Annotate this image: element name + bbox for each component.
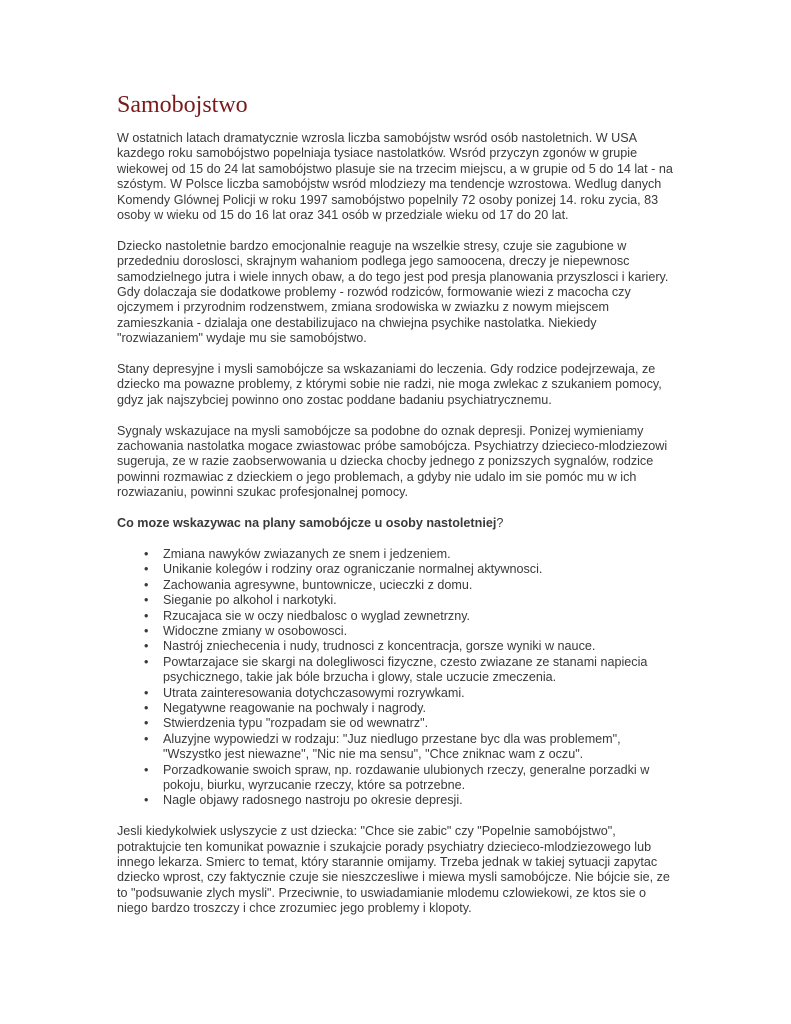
- list-item: [144, 593, 673, 608]
- paragraph-treatment: Stany depresyjne i mysli samobójcze sa wskazaniami do leczenia. Gdy rodzice podejrzewaja, ze dziecko ma powazne problemy, z którymi sobie nie radzi, nie moga zwlekac z szukaniem pomocy, gdyz jak najszybciej powinno ono zostac poddane badaniu psychiatrycznemu.: [117, 362, 662, 407]
- symptom-list: [117, 547, 673, 809]
- list-item-text: Zmiana nawyków zwiazanych ze snem i jedzeniem.: [163, 546, 451, 561]
- list-item: [144, 577, 673, 593]
- list-item: [144, 639, 673, 654]
- list-item-text: Nastrój zniechecenia i nudy, trudnosci z koncentracja, gorsze wyniki w nauce.: [163, 639, 596, 654]
- bullet-icon: •: [144, 716, 149, 731]
- list-item-text: Negatywne reagowanie na pochwaly i nagrody.: [163, 700, 426, 715]
- list-item: [144, 762, 673, 794]
- list-item: [144, 793, 673, 808]
- list-item: [144, 685, 673, 701]
- paragraph-emotions: Dziecko nastoletnie bardzo emocjonalnie reaguje na wszelkie stresy, czuje sie zagubione w przededniu doroslosci, skrajnym wahaniom podlega jego samoocena, dreczy je niepewnosc samodzielnego jutra i wiele innych obaw, a do tego jest pod presja planowania przyszlosci i kariery. Gdy dolaczaja sie dodatkowe problemy - rozwód rodziców, formowanie wiezi z macocha czy ojczymem i przyrodnim rodzenstwem, zmiana srodowiska w zwiazku z nowym miejscem zamieszkania - dzialaja one destabilizujaco na chwiejna psychike nastolatka. Niekiedy "rozwiazaniem" wydaje mu sie samobójstwo.: [117, 238, 669, 346]
- list-item: [144, 731, 673, 763]
- list-item: [144, 608, 673, 624]
- bullet-icon: •: [144, 546, 149, 561]
- bullet-icon: •: [144, 562, 149, 577]
- bullet-icon: •: [144, 700, 149, 715]
- list-item-text: Porzadkowanie swoich spraw, np. rozdawanie ulubionych rzeczy, generalne porzadki w pokoju, biurku, wyrzucanie rzeczy, które sa potrzebne.: [163, 762, 650, 792]
- list-item-text: Aluzyjne wypowiedzi w rodzaju: "Juz niedlugo przestane byc dla was problemem", "Wszystko jest niewazne", "Nic nie ma sensu", "Chce zniknac wam z oczu".: [163, 731, 621, 762]
- list-item-text: Zachowania agresywne, buntownicze, ucieczki z domu.: [163, 577, 473, 592]
- list-item: [144, 623, 673, 639]
- bullet-icon: •: [144, 608, 149, 623]
- list-item-text: Powtarzajace sie skargi na dolegliwosci fizyczne, czesto zwiazane ze stanami napiecia psychicznego, takie jak bóle brzucha i glowy, stale uczucie zmeczenia.: [163, 654, 648, 685]
- list-item-text: Stwierdzenia typu "rozpadam sie od wewnatrz".: [163, 716, 429, 731]
- list-item-text: Unikanie kolegów i rodziny oraz ograniczanie normalnej aktywnosci.: [163, 562, 543, 577]
- bullet-icon: •: [144, 654, 149, 669]
- list-item: [144, 562, 673, 577]
- bullet-icon: •: [144, 731, 149, 746]
- paragraph-signals: Sygnaly wskazujace na mysli samobójcze sa podobne do oznak depresji. Ponizej wymieniamy zachowania nastolatka mogace zwiastowac próbe samobójcza. Psychiatrzy dziecieco-mlodziezowi sugeruja, ze w razie zaobserwowania u dziecka chocby jednego z ponizszych sygnalów, rodzice powinni rozmawiac z dzieckiem o jego problemach, a gdyby nie udalo im sie pomóc mu w ich rozwiazaniu, powinni szukac profesjonalnej pomocy.: [117, 423, 668, 500]
- page-title: Samobojstwo: [117, 92, 248, 118]
- document-page: [117, 91, 673, 932]
- list-item-text: Sieganie po alkohol i narkotyki.: [163, 593, 337, 608]
- list-item: [144, 654, 673, 686]
- bullet-icon: •: [144, 593, 149, 608]
- question-bold: Co moze wskazywac na plany samobójcze u osoby nastoletniej: [117, 516, 497, 531]
- list-item-text: Utrata zainteresowania dotychczasowymi rozrywkami.: [163, 685, 465, 700]
- bullet-icon: •: [144, 762, 149, 777]
- bullet-icon: •: [144, 639, 149, 654]
- list-item: [144, 546, 673, 562]
- paragraph-closing: Jesli kiedykolwiek uslyszycie z ust dziecka: "Chce sie zabic" czy "Popelnie samobójstwo", potraktujcie ten komunikat powaznie i szukajcie porady psychiatry dziecieco-mlodziezowego lub innego lekarza. Smierc to temat, który starannie omijamy. Trzeba jednak w takiej sytuacji zapytac dziecko wprost, czy faktycznie czuje sie nieszczesliwe i miewa mysli samobójcze. Nie bójcie sie, ze to "podsuwanie zlych mysli". Przeciwnie, to uswiadamianie mlodemu czlowiekowi, ze ktos sie o niego bardzo troszczy i chce zrozumiec jego problemy i klopoty.: [117, 824, 670, 916]
- paragraph-statistics: W ostatnich latach dramatycznie wzrosla liczba samobójstw wsród osób nastoletnich. W USA kazdego roku samobójstwo popelniaja tysiace nastolatków. Wsród przyczyn zgonów w grupie wiekowej od 15 do 24 lat samobójstwo plasuje sie na trzecim miejscu, a w grupie od 5 do 14 lat - na szóstym. W Polsce liczba samobójstw wsród mlodziezy ma tendencje wzrostowa. Wedlug danych Komendy Glównej Policji w roku 1997 samobójstwo popelnily 72 osoby ponizej 14. roku zycia, 83 osoby w wieku od 15 do 16 lat oraz 341 osób w przedziale wieku od 17 do 20 lat.: [117, 131, 673, 223]
- list-item-text: Widoczne zmiany w osobowosci.: [163, 623, 348, 638]
- bullet-icon: •: [144, 623, 149, 638]
- question-mark: ?: [496, 516, 504, 531]
- bullet-icon: •: [144, 793, 149, 808]
- list-item-text: Nagle objawy radosnego nastroju po okresie depresji.: [163, 793, 463, 808]
- bullet-icon: •: [144, 685, 149, 700]
- list-item: [144, 700, 673, 716]
- section-question: [117, 516, 673, 531]
- list-item: [144, 716, 673, 731]
- list-item-text: Rzucajaca sie w oczy niedbalosc o wyglad zewnetrzny.: [163, 608, 471, 623]
- bullet-icon: •: [144, 577, 149, 592]
